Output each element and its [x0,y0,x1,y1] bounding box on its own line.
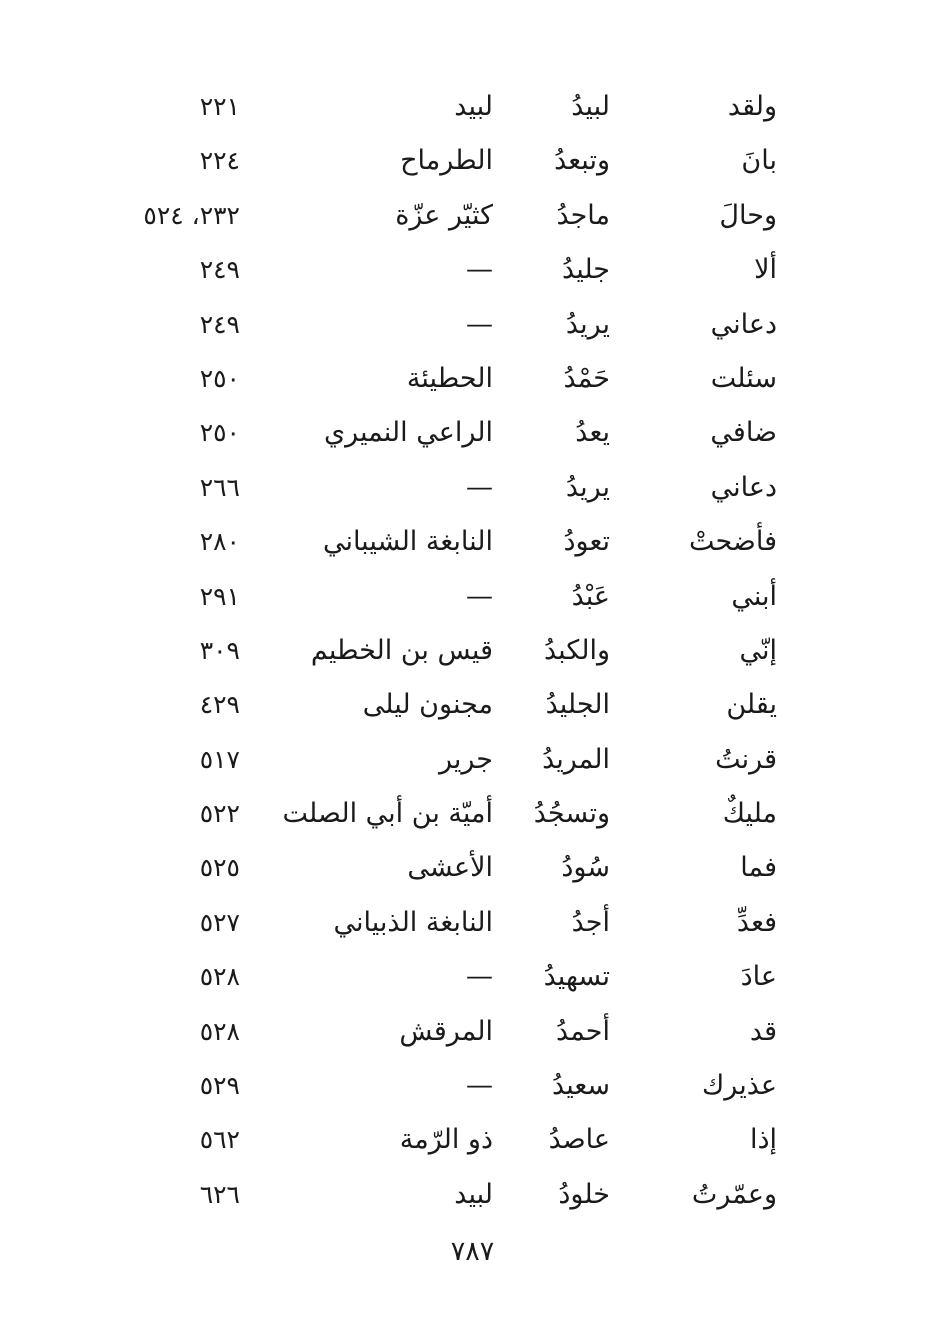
verse-first-word: ضافي [710,417,777,449]
poet-name: — [466,580,493,612]
rhyme-word: سعيدُ [552,1070,610,1102]
page-reference: ٢٥٠ [199,418,240,448]
rhyme-word: يريدُ [565,471,610,503]
rhyme-word: أحمدُ [556,1015,610,1047]
verse-first-word: عذيرك [702,1070,777,1102]
poet-name: — [466,308,493,340]
verse-first-word: فما [740,852,777,884]
verse-first-word: قرنتُ [715,743,777,775]
rhyme-word: يعدُ [575,417,610,449]
verse-first-word: وحالَ [719,199,777,231]
poet-name: أميّة بن أبي الصلت [282,798,493,830]
poet-name: — [466,1070,493,1102]
poet-name: قيس بن الخطيم [310,634,493,666]
page-reference: ٢٢١ [199,92,240,121]
index-row [0,243,945,297]
verse-index-table [0,80,945,1222]
verse-first-word: بانَ [741,145,777,177]
verse-first-word: فعدِّ [736,906,777,938]
page-reference: ٦٢٦ [199,1179,240,1209]
index-row [0,624,945,678]
poet-name: — [466,961,493,993]
verse-first-word: ولقد [727,91,777,122]
verse-first-word: دعاني [710,308,777,340]
index-row [0,189,945,243]
verse-first-word: يقلن [726,689,777,721]
rhyme-word: والكبدُ [544,634,610,666]
rhyme-word: عاصدُ [548,1124,610,1156]
verse-first-word: قد [749,1015,777,1047]
poet-name: الأعشى [407,852,493,884]
verse-first-word: ألا [754,254,777,286]
page-reference: ٢٤٩ [199,255,240,285]
verse-first-word: فأضحتْ [688,526,777,558]
page-reference: ٤٢٩ [199,690,240,720]
index-row [0,80,945,134]
poet-name: الطرماح [400,145,493,177]
poet-name: ذو الرّمة [399,1124,493,1156]
verse-first-word: عادَ [740,961,777,993]
poet-name: كثيّر عزّة [395,199,493,231]
rhyme-word: أجدُ [571,906,610,938]
poet-name: — [466,471,493,503]
rhyme-word: سُودُ [561,852,610,884]
poet-name: النابغة الشيباني [322,526,493,558]
rhyme-word: جليدُ [562,254,610,286]
poet-name: لبيد [454,1178,493,1210]
index-row [0,950,945,1004]
index-row [0,896,945,950]
index-row [0,1005,945,1059]
poet-name: الراعي النميري [324,417,493,449]
page-reference: ٢٢٤ [199,146,240,176]
verse-first-word: وعمّرتُ [691,1178,777,1210]
rhyme-word: تسهيدُ [543,961,610,993]
index-row [0,733,945,787]
rhyme-word: وتسجُدُ [533,798,610,830]
index-row [0,1113,945,1167]
page-reference: ٥٢٧ [199,907,240,937]
index-row [0,787,945,841]
page-reference: ٥٢٨ [199,962,240,992]
rhyme-word: لبيدُ [571,91,610,122]
page-reference: ٥٢٢ [199,799,240,829]
rhyme-word: تعودُ [563,526,610,558]
page-reference: ٢٦٦ [199,472,240,502]
rhyme-word: عَبْدُ [571,580,610,612]
page-number: ٧٨٧ [450,1236,495,1267]
verse-first-word: دعاني [710,471,777,503]
page-reference: ٥٦٢ [199,1125,240,1155]
verse-first-word: سئلت [710,362,777,394]
poet-name: المرقش [399,1015,493,1047]
rhyme-word: حَمْدُ [563,362,610,394]
verse-first-word: إنّي [739,634,777,666]
rhyme-word: خلودُ [558,1178,610,1210]
page-reference: ٥١٧ [199,744,240,774]
index-row [0,1168,945,1222]
poet-name: النابغة الذبياني [333,906,493,938]
rhyme-word: الجليدُ [545,689,610,721]
page-reference: ٢٥٠ [199,363,240,393]
index-row [0,298,945,352]
page-reference: ٢٣٢، ٥٢٤ [143,200,240,230]
index-row [0,1059,945,1113]
page-reference: ٢٨٠ [199,527,240,557]
verse-first-word: أبني [731,580,777,612]
rhyme-word: ماجدُ [556,199,610,231]
poet-name: جرير [439,743,493,775]
index-row [0,406,945,460]
poet-name: لبيد [454,91,493,122]
rhyme-word: المريدُ [542,743,610,775]
index-row [0,352,945,406]
poet-name: مجنون ليلى [362,689,493,721]
index-row [0,678,945,732]
poet-name: — [466,254,493,286]
verse-first-word: إذا [749,1124,777,1156]
page-reference: ٣٠٩ [199,635,240,665]
page-reference: ٥٢٥ [199,853,240,883]
index-row [0,515,945,569]
page-reference: ٢٤٩ [199,309,240,339]
index-row [0,461,945,515]
index-row [0,570,945,624]
index-row [0,841,945,895]
rhyme-word: يريدُ [565,308,610,340]
page-reference: ٥٢٨ [199,1016,240,1046]
rhyme-word: وتبعدُ [554,145,610,177]
page-reference: ٥٢٩ [199,1071,240,1101]
index-row [0,134,945,188]
verse-first-word: مليكٌ [722,798,777,830]
page-reference: ٢٩١ [199,581,240,611]
poet-name: الحطيئة [406,362,493,394]
